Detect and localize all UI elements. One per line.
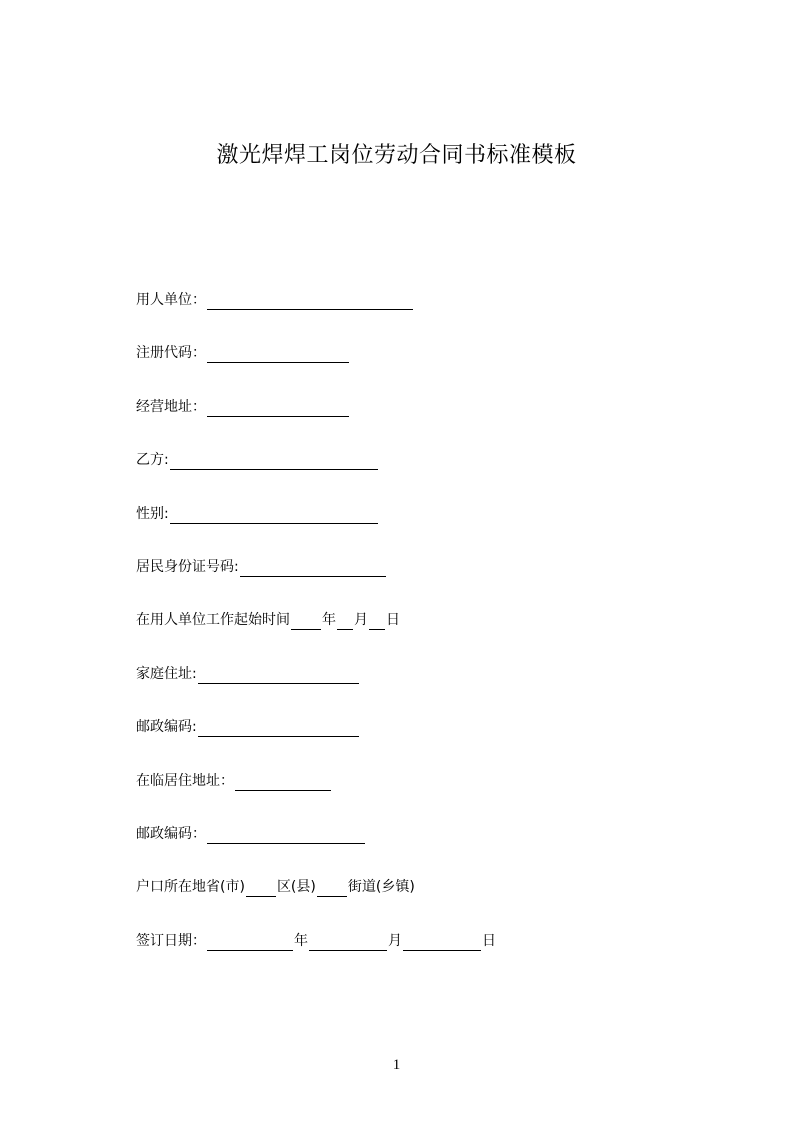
id-number-label: 居民身份证号码: <box>136 559 239 575</box>
temp-address-field <box>136 771 332 791</box>
gender-field <box>136 504 379 524</box>
registration-code-label: 注册代码： <box>136 345 206 361</box>
signing-day-unit: 日 <box>482 933 496 949</box>
gender-label: 性别: <box>136 506 169 522</box>
home-address-label: 家庭住址: <box>136 666 197 682</box>
postal-code-1-label: 邮政编码: <box>136 719 197 735</box>
postal-code-1-blank[interactable] <box>198 721 359 737</box>
signing-day-blank[interactable] <box>403 935 481 951</box>
start-day-unit: 日 <box>386 612 400 628</box>
page-title: 激光焊焊工岗位劳动合同书标准模板 <box>216 143 577 168</box>
page-number: 1 <box>392 1057 401 1073</box>
party-b-field <box>136 450 379 470</box>
business-address-blank[interactable] <box>207 401 349 417</box>
employer-label: 用人单位： <box>136 292 206 308</box>
hukou-label: 户口所在地省(市) <box>136 879 245 895</box>
business-address-label: 经营地址： <box>136 399 206 415</box>
signing-month-unit: 月 <box>388 933 402 949</box>
signing-date-label: 签订日期： <box>136 933 206 949</box>
signing-month-blank[interactable] <box>309 935 387 951</box>
start-day-blank[interactable] <box>369 614 385 630</box>
start-month-blank[interactable] <box>337 614 353 630</box>
start-year-blank[interactable] <box>291 614 321 630</box>
postal-code-2-blank[interactable] <box>207 828 365 844</box>
hukou-district-unit: 区(县) <box>276 879 316 895</box>
start-date-label: 在用人单位工作起始时间 <box>136 612 290 628</box>
hukou-province-blank[interactable] <box>246 881 276 897</box>
start-month-unit: 月 <box>354 612 368 628</box>
party-b-label: 乙方: <box>136 452 169 468</box>
postal-code-2-field <box>136 824 366 844</box>
temp-address-label: 在临居住地址： <box>136 773 234 789</box>
postal-code-1-field <box>136 717 360 737</box>
gender-blank[interactable] <box>170 508 378 524</box>
hukou-district-blank[interactable] <box>317 881 347 897</box>
registration-code-field <box>136 343 350 363</box>
home-address-blank[interactable] <box>198 668 359 684</box>
employer-field <box>136 290 414 310</box>
business-address-field <box>136 397 350 417</box>
start-year-unit: 年 <box>322 612 336 628</box>
registration-code-blank[interactable] <box>207 347 349 363</box>
signing-year-blank[interactable] <box>207 935 293 951</box>
temp-address-blank[interactable] <box>235 775 331 791</box>
postal-code-2-label: 邮政编码： <box>136 826 206 842</box>
home-address-field <box>136 664 360 684</box>
employer-blank[interactable] <box>207 294 413 310</box>
id-number-blank[interactable] <box>240 561 386 577</box>
start-date-field <box>136 610 400 630</box>
signing-date-field <box>136 931 496 951</box>
party-b-blank[interactable] <box>170 454 378 470</box>
hukou-field <box>136 877 415 897</box>
hukou-street-unit: 街道(乡镇) <box>347 879 415 895</box>
signing-year-unit: 年 <box>294 933 308 949</box>
id-number-field <box>136 557 387 577</box>
